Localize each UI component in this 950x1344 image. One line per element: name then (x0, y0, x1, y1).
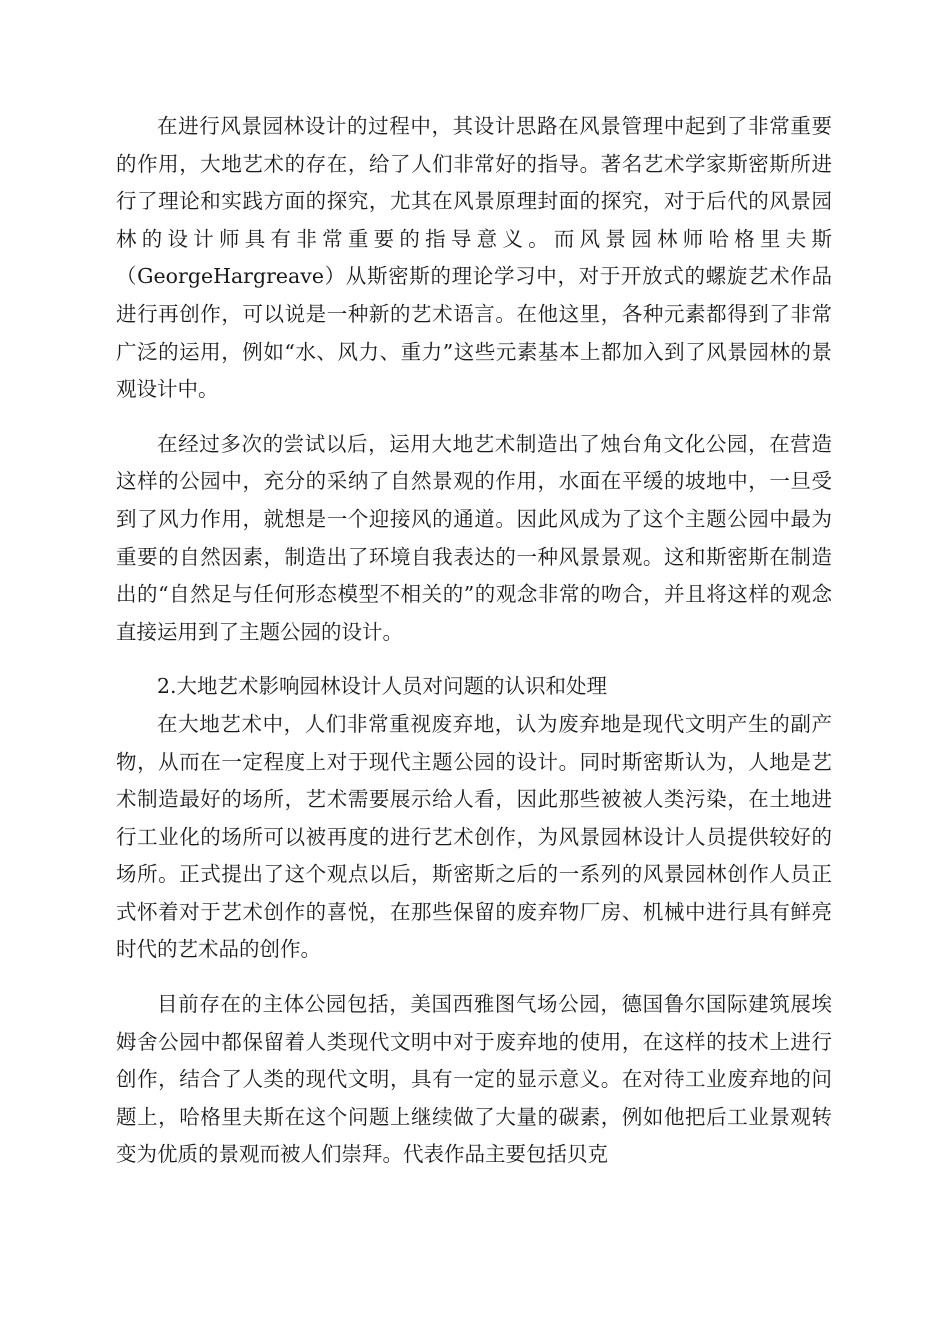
paragraph-theme-park-examples: 目前存在的主体公园包括，美国西雅图气场公园，德国鲁尔国际建筑展埃姆舍公园中都保留着人类现代文明中对于废弃地的使用，在这样的技术上进行创作，结合了人类的现代文明，具有一定的显示意义。在对待工业废弃地的问题上，哈格里夫斯在这个问题上继续做了大量的碳素，例如他把后工业景观转变为优质的景观而被人们崇拜。代表作品主要包括贝克 (116, 992, 832, 1167)
paragraph-landscape-design-ideas: 在进行风景园林设计的过程中，其设计思路在风景管理中起到了非常重要的作用，大地艺术的存在，给了人们非常好的指导。著名艺术学家斯密斯所进行了理论和实践方面的探究，尤其在风景原理封面的探究，对于后代的风景园林的设计师具有非常重要的指导意义。而风景园林师哈格里夫斯（GeorgeHargreave）从斯密斯的理论学习中，对于开放式的螺旋艺术作品进行再创作，可以说是一种新的艺术语言。在他这里，各种元素都得到了非常广泛的运用，例如“水、风力、重力”这些元素基本上都加入到了风景园林的景观设计中。 (116, 114, 832, 402)
paragraph-wasteland-art: 在大地艺术中，人们非常重视废弃地，认为废弃地是现代文明产生的副产物，从而在一定程度上对于现代主题公园的设计。同时斯密斯认为，人地是艺术制造最好的场所，艺术需要展示给人看，因此那些被被人类污染，在土地进行工业化的场所可以被再度的进行艺术创作，为风景园林设计人员提供较好的场所。正式提出了这个观点以后，斯密斯之后的一系列的风景园林创作人员正式怀着对于艺术创作的喜悦，在那些保留的废弃物厂房、机械中进行具有鲜亮时代的艺术品的创作。 (116, 711, 832, 962)
paragraph-candlestick-park: 在经过多次的尝试以后，运用大地艺术制造出了烛台角文化公园，在营造这样的公园中，充分的采纳了自然景观的作用，水面在平缓的坡地中，一旦受到了风力作用，就想是一个迎接风的通道。因此风成为了这个主题公园中最为重要的自然因素，制造出了环境自我表达的一种风景景观。这和斯密斯在制造出的“自然足与任何形态模型不相关的”的观念非常的吻合，并且将这样的观念直接运用到了主题公园的设计。 (116, 431, 832, 644)
section-heading: 2.大地艺术影响园林设计人员对问题的认识和处理 (157, 674, 608, 699)
document-body (116, 108, 832, 1174)
